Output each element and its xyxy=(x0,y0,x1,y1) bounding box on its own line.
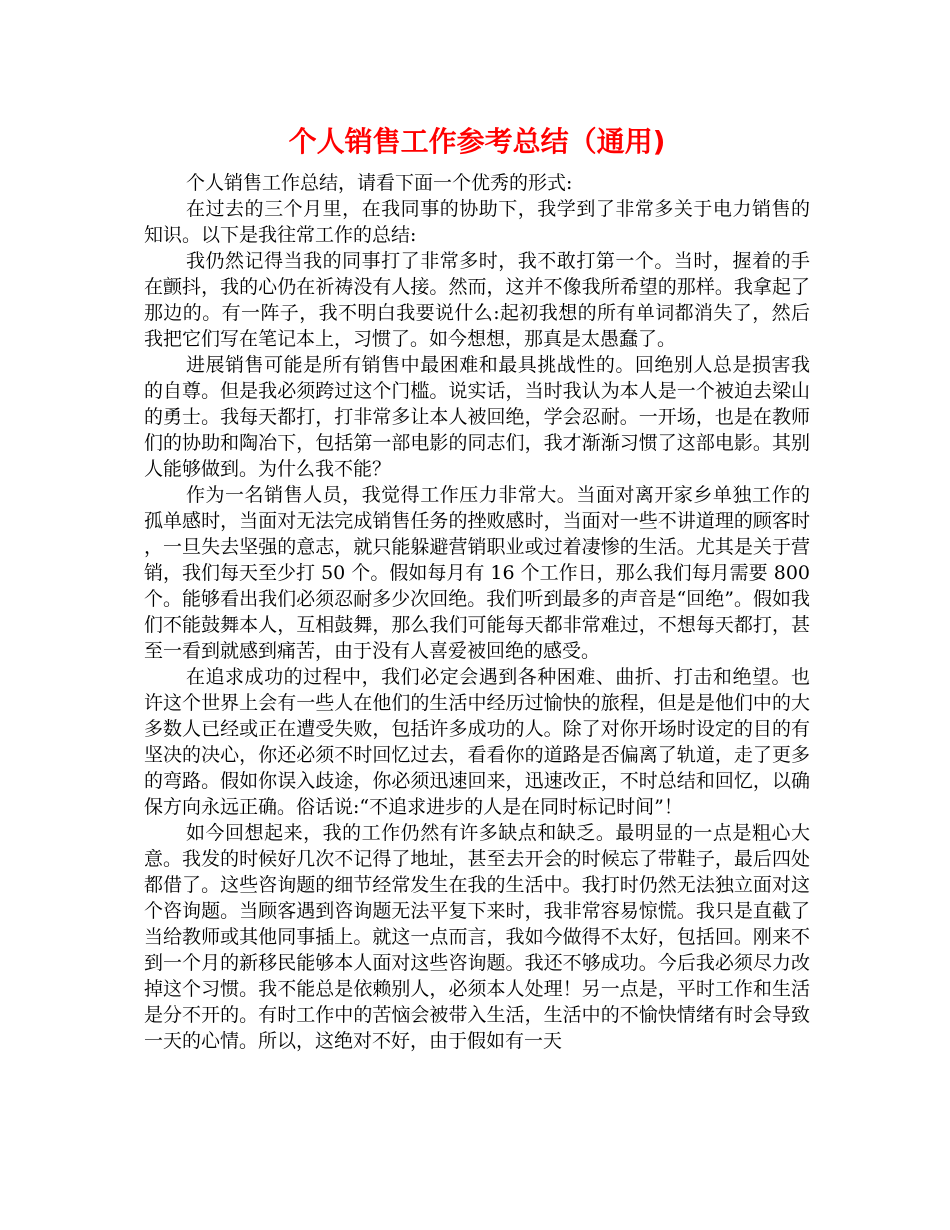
document-title: 个人销售工作参考总结（通用) xyxy=(288,125,666,158)
paragraph-shortcomings: 如今回想起来，我的工作仍然有许多缺点和缺乏。最明显的一点是粗心大意。我发的时候好几次不记得了地址，甚至去开会的时候忘了带鞋子，最后四处都借了。这些咨询题的细节经常发生在我的生活中。我打时仍然无法独立面对这个咨询题。当顾客遇到咨询题无法平复下来时，我非常容易惊慌。我只是直截了当给教师或其他同事插上。就这一点而言，我如今做得不太好，包括回。刚来不到一个月的新移民能够本人面对这些咨询题。我还不够成功。今后我必须尽力改掉这个习惯。我不能总是依赖别人，必须本人处理！另一点是，平时工作和生活是分不开的。有时工作中的苦恼会被带入生活，生活中的不愉快情绪有时会导致一天的心情。所以，这绝对不好，由于假如有一天 xyxy=(144,822,810,1052)
paragraph-sales-challenge: 进展销售可能是所有销售中最困难和最具挑战性的。回绝别人总是损害我的自尊。但是我必须跨过这个门槛。说实话，当时我认为本人是一个被迫去梁山的勇士。我每天都打，打非常多让本人被回绝，学会忍耐。一开场，也是在教师们的协助和陶冶下，包括第一部电影的同志们，我才渐渐习惯了这部电影。其别人能够做到。为什么我不能？ xyxy=(144,354,810,480)
paragraph-first-call: 我仍然记得当我的同事打了非常多时，我不敢打第一个。当时，握着的手在颤抖，我的心仍在祈祷没有人接。然而，这并不像我所希望的那样。我拿起了那边的。有一阵子，我不明白我要说什么:起初我想的所有单词都消失了，然后我把它们写在笔记本上，习惯了。如今想想，那真是太愚蠢了。 xyxy=(144,250,810,350)
paragraph-intro: 个人销售工作总结，请看下面一个优秀的形式: xyxy=(186,172,573,194)
paragraph-past-three-months: 在过去的三个月里，在我同事的协助下，我学到了非常多关于电力销售的知识。以下是我往常工作的总结: xyxy=(144,198,810,246)
document-page xyxy=(144,122,810,1054)
paragraph-pursuing-success: 在追求成功的过程中，我们必定会遇到各种困难、曲折、打击和绝望。也许这个世界上会有一些人在他们的生活中经历过愉快的旅程，但是是他们中的大多数人已经或正在遭受失败，包括许多成功的人。除了对你开场时设定的目的有坚决的决心，你还必须不时回忆过去，看看你的道路是否偏离了轨道，走了更多的弯路。假如你误入歧途，你必须迅速回来，迅速改正，不时总结和回忆，以确保方向永远正确。俗话说:“不追求进步的人是在同时标记时间”！ xyxy=(144,666,810,818)
paragraph-work-pressure: 作为一名销售人员，我觉得工作压力非常大。当面对离开家乡单独工作的孤单感时，当面对无法完成销售任务的挫败感时，当面对一些不讲道理的顾客时，一旦失去坚强的意志，就只能躲避营销职业或过着凄惨的生活。尤其是关于营销，我们每天至少打 50 个。假如每月有 16 个工作日，那么我们每月需要 800 个。能够看出我们必须忍耐多少次回绝。我们听到最多的声音是“回绝”。假如我们不能鼓舞本人，互相鼓舞，那么我们可能每天都非常难过，不想每天都打，甚至一看到就感到痛苦，由于没有人喜爱被回绝的感受。 xyxy=(144,484,810,662)
